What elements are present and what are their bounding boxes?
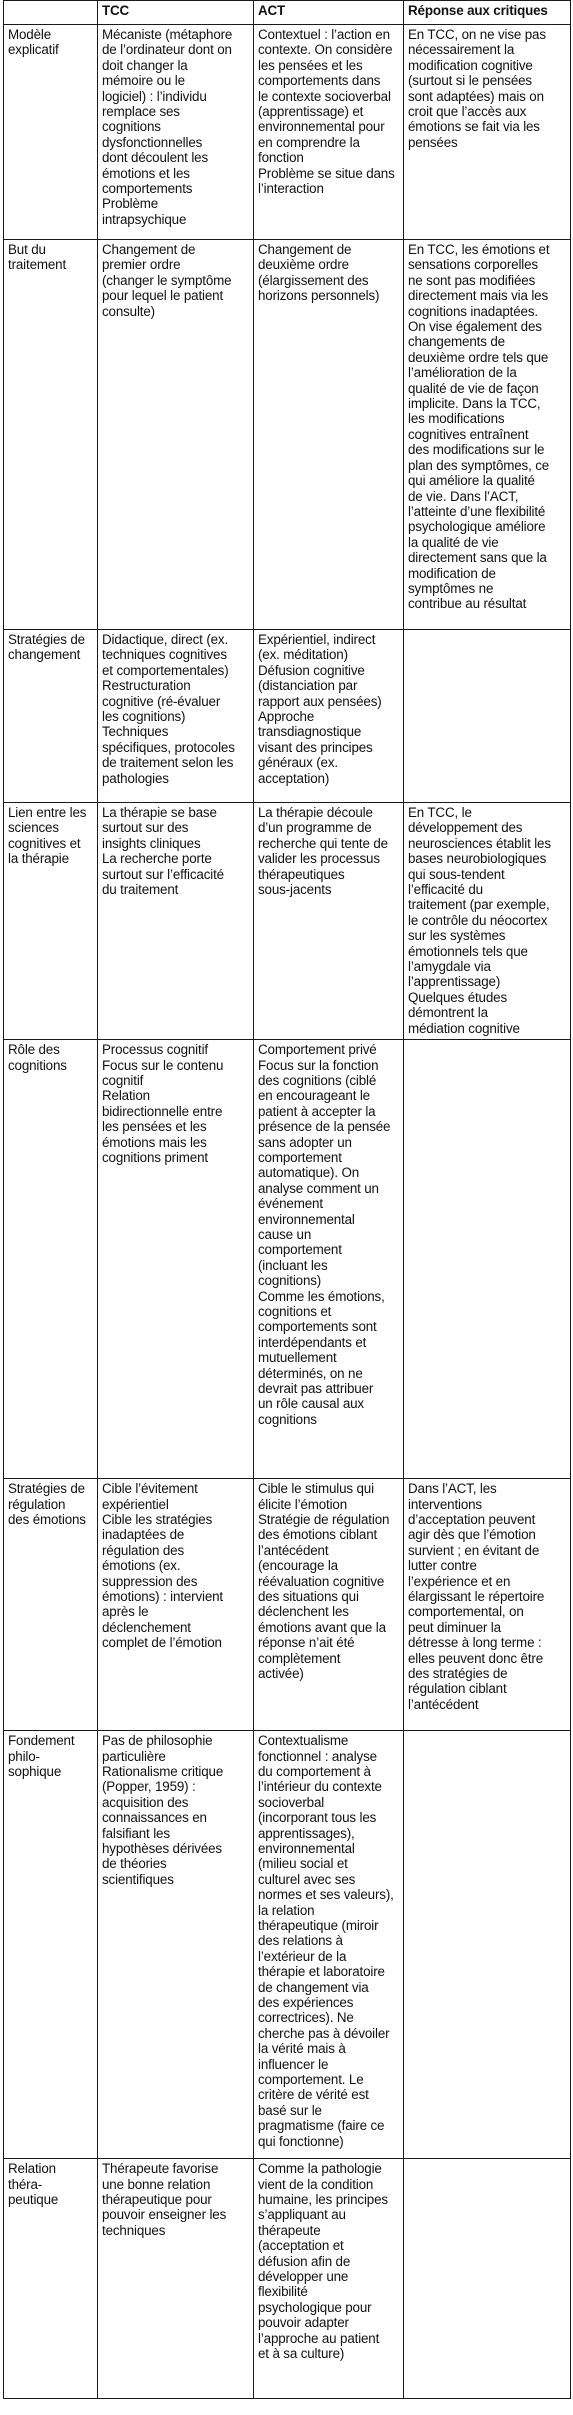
- header-row: [4, 1, 571, 25]
- cell-tcc: Thérapeute favorise une bonne relation thérapeutique pour pouvoir enseigner les techniques: [98, 2159, 254, 2399]
- table-row: [4, 1040, 571, 1479]
- cell-reponse: En TCC, le développement des neurosciences établit les bases neurobiologiques qui sous-tendent l’efficacité du traitement (par exemple, le contrôle du néocortex sur les systèmes émotionnels tels que l’amygdale via l’apprentissage) Quelques études démontrent la médiation cognitive: [404, 803, 571, 1040]
- cell-reponse: [404, 1040, 571, 1479]
- row-label: Relation théra- peutique: [4, 2159, 98, 2399]
- cell-act: La thérapie découle d’un programme de recherche qui tente de valider les processus thérapeutiques sous-jacents: [254, 803, 404, 1040]
- table-row: [4, 25, 571, 240]
- cell-tcc: Mécaniste (métaphore de l’ordinateur dont on doit changer la mémoire ou le logiciel) : l’individu remplace ses cognitions dysfonctionnelles dont découlent les émotions et les comportements Problème intrapsychique: [98, 25, 254, 240]
- cell-act: Contextuel : l’action en contexte. On considère les pensées et les comportements dans le contexte socioverbal (apprentissage) et environnemental pour en comprendre la fonction Problème se situe dans l’interaction: [254, 25, 404, 240]
- header-cell-label: [4, 1, 98, 25]
- comparison-table: [3, 0, 571, 2399]
- table-row: [4, 630, 571, 803]
- cell-tcc: Changement de premier ordre (changer le symptôme pour lequel le patient consulte): [98, 240, 254, 630]
- table-row: [4, 2159, 571, 2399]
- table-row: [4, 1479, 571, 1731]
- header-cell-act: ACT: [254, 1, 404, 25]
- row-label: Rôle des cognitions: [4, 1040, 98, 1479]
- cell-tcc: La thérapie se base surtout sur des insights cliniques La recherche porte surtout sur l’efficacité du traitement: [98, 803, 254, 1040]
- cell-reponse: En TCC, on ne vise pas nécessairement la modification cognitive (surtout si le pensées sont adaptées) mais on croit que l’accès aux émotions se fait via les pensées: [404, 25, 571, 240]
- row-label: Modèle explicatif: [4, 25, 98, 240]
- cell-tcc: Didactique, direct (ex. techniques cognitives et comportementales) Restructuration cognitive (ré-évaluer les cognitions) Techniques spécifiques, protocoles de traitement selon les pathologies: [98, 630, 254, 803]
- cell-reponse: [404, 630, 571, 803]
- cell-act: Cible le stimulus qui élicite l’émotion Stratégie de régulation des émotions ciblant l’antécédent (encourage la réévaluation cognitive des situations qui déclenchent les émotions avant que la réponse n’ait été complètement activée): [254, 1479, 404, 1731]
- cell-act: Expérientiel, indirect (ex. méditation) Défusion cognitive (distanciation par rapport aux pensées) Approche transdiagnostique visant des principes généraux (ex. acceptation): [254, 630, 404, 803]
- table-row: [4, 240, 571, 630]
- cell-tcc: Cible l’évitement expérientiel Cible les stratégies inadaptées de régulation des émotions (ex. suppression des émotions) : intervient après le déclenchement complet de l’émotion: [98, 1479, 254, 1731]
- row-label: But du traitement: [4, 240, 98, 630]
- cell-act: Changement de deuxième ordre (élargissement des horizons personnels): [254, 240, 404, 630]
- table-row: [4, 1731, 571, 2159]
- cell-act: Comportement privé Focus sur la fonction des cognitions (ciblé en encourageant le patient à accepter la présence de la pensée sans adopter un comportement automatique). On analyse comment un événement environnemental cause un comportement (incluant les cognitions) Comme les émotions, cognitions et comportements sont interdépendants et mutuellement déterminés, on ne devrait pas attribuer un rôle causal aux cognitions: [254, 1040, 404, 1479]
- cell-reponse: En TCC, les émotions et sensations corporelles ne sont pas modifiées directement mais via les cognitions inadaptées. On vise également des changements de deuxième ordre tels que l’amélioration de la qualité de vie de façon implicite. Dans la TCC, les modifications cognitives entraînent des modifications sur le plan des symptômes, ce qui améliore la qualité de vie. Dans l’ACT, l’atteinte d’une flexibilité psychologique améliore la qualité de vie directement sans que la modification de symptômes ne contribue au résultat: [404, 240, 571, 630]
- cell-tcc: Pas de philosophie particulière Rationalisme critique (Popper, 1959) : acquisition des connaissances en falsifiant les hypothèses dérivées de théories scientifiques: [98, 1731, 254, 2159]
- table-row: [4, 803, 571, 1040]
- cell-act: Contextualisme fonctionnel : analyse du comportement à l’intérieur du contexte socioverbal (incorporant tous les apprentissages), environnemental (milieu social et culturel avec ses normes et ses valeurs), la relation thérapeutique (miroir des relations à l’extérieur de la thérapie et laboratoire de changement via des expériences correctrices). Ne cherche pas à dévoiler la vérité mais à influencer le comportement. Le critère de vérité est basé sur le pragmatisme (faire ce qui fonctionne): [254, 1731, 404, 2159]
- cell-reponse: Dans l’ACT, les interventions d’acceptation peuvent agir dès que l’émotion survient ; en évitant de lutter contre l’expérience et en élargissant le répertoire comportemental, on peut diminuer la détresse à long terme : elles peuvent donc être des stratégies de régulation ciblant l’antécédent: [404, 1479, 571, 1731]
- header-cell-reponse: Réponse aux critiques: [404, 1, 571, 25]
- row-label: Fondement philo- sophique: [4, 1731, 98, 2159]
- cell-act: Comme la pathologie vient de la condition humaine, les principes s’appliquant au thérapeute (acceptation et défusion afin de développer une flexibilité psychologique pour pouvoir adapter l’approche au patient et à sa culture): [254, 2159, 404, 2399]
- cell-reponse: [404, 1731, 571, 2159]
- header-cell-tcc: TCC: [98, 1, 254, 25]
- cell-reponse: [404, 2159, 571, 2399]
- row-label: Stratégies de régulation des émotions: [4, 1479, 98, 1731]
- cell-tcc: Processus cognitif Focus sur le contenu cognitif Relation bidirectionnelle entre les pensées et les émotions mais les cognitions priment: [98, 1040, 254, 1479]
- row-label: Stratégies de changement: [4, 630, 98, 803]
- row-label: Lien entre les sciences cognitives et la thérapie: [4, 803, 98, 1040]
